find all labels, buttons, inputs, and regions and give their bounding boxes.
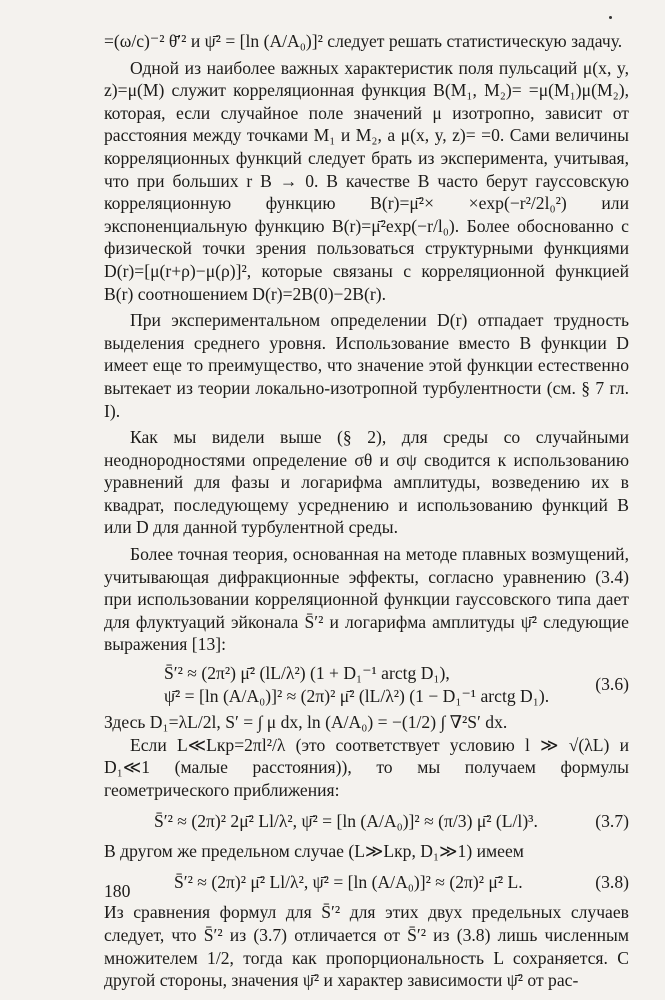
equation-3-8-body: S̄′² ≈ (2π)² μ̄² Ll/λ², ψ̄² = [ln (A/A₀)]² ≈ (2π)² μ̄² L. — [174, 871, 523, 892]
paragraph-geometric-limit: Если L≪Lкр=2πl²/λ (это соответствует условию l ≫ √(λL) и D₁≪1 (малые расстояния)), то мы получаем формулы геометрического приближения: — [104, 734, 629, 800]
paragraph-structure-function: При экспериментальном определении D(r) отпадает трудность выделения среднего уровня. Использование вместо B функции D имеет еще то преимущество, что значение этой функции естественно вытекает из теории локально-изотропной турбулентности (см. § 7 гл. I). — [104, 310, 629, 421]
equation-3-8 — [104, 871, 629, 894]
equation-3-7-body: S̄′² ≈ (2π)² 2μ̄² Ll/λ², ψ̄² = [ln (A/A₀)]² ≈ (π/3) μ̄² (L/l)³. — [154, 810, 538, 831]
paragraph-other-limit: В другом же предельном случае (L≫Lкр, D₁≫1) имеем — [104, 841, 524, 862]
paragraph-intro-continuation: =(ω/c)⁻² θ̄′² и ψ̄² = [ln (A/A₀)]² следует решать статистическую задачу. — [104, 31, 623, 51]
equation-3-6-line-1: S̄′² ≈ (2π²) μ̄² (lL/λ²) (1 + D₁⁻¹ arctg D₁), — [164, 663, 450, 684]
paragraph-definitions: Здесь D₁=λL/2l, S′ = ∫ μ dx, ln (A/A₀) = −(1/2) ∫ ∇²S′ dx. — [104, 712, 508, 733]
equation-number: (3.6) — [595, 674, 629, 695]
equation-3-6 — [104, 662, 629, 707]
paragraph-comparison: Из сравнения формул для S̄′² для этих двух предельных случаев следует, что S̄′² из (3.7) отличается от S̄′² из (3.8) лишь численным множителем 1/2, тогда как пропорциональность L сохраняется. С другой стороны, значения ψ̄² и характер зависимости ψ̄² от рас- — [104, 902, 629, 991]
paragraph-smooth-perturbation: Более точная теория, основанная на методе плавных возмущений, учитывающая дифракционные эффекты, согласно уравнению (3.4) при использовании корреляционной функции гауссовского типа дает для флуктуаций эйконала S̄′² и логарифма амплитуды ψ̄² следующие выражения [13]: — [104, 544, 629, 655]
print-mark — [609, 16, 612, 19]
equation-number: (3.7) — [595, 810, 629, 831]
page-number: 180 — [104, 881, 131, 901]
equation-3-7 — [104, 810, 629, 833]
paragraph-random-media: Как мы видели выше (§ 2), для среды со случайными неоднородностями определение σθ и σψ сводится к использованию уравнений для фазы и логарифма амплитуды, возведению их в квадрат, последующему усреднению и использованию функций B или D для данной турбулентной среды. — [104, 427, 629, 538]
equation-number: (3.8) — [595, 871, 629, 892]
equation-3-6-line-2: ψ̄² = [ln (A/A₀)]² ≈ (2π)² μ̄² (lL/λ²) (1 − D₁⁻¹ arctg D₁). — [164, 685, 550, 706]
paragraph-correlation-function: Одной из наиболее важных характеристик поля пульсаций μ(x, y, z)=μ(M) служит корреляционная функция B(M₁, M₂)= =μ(M₁)μ(M₂), которая, если случайное поле значений μ изотропно, зависит от расстояния между точками M₁ и M₂, а μ(x, y, z)= =0. Сами величины корреляционных функций следует брать из эксперимента, учитывая, что при больших r B → 0. В качестве B часто берут гауссовскую корреляционную функцию B(r)=μ̄²× ×exp(−r²/2l₀²) или экспоненциальную функцию B(r)=μ̄²exp(−r/l₀). Более обоснованно с физической точки зрения пользоваться структурными функциями D(r)=[μ(r+ρ)−μ(ρ)]², которые связаны с корреляционной функцией B(r) соотношением D(r)=2B(0)−2B(r). — [104, 57, 629, 304]
